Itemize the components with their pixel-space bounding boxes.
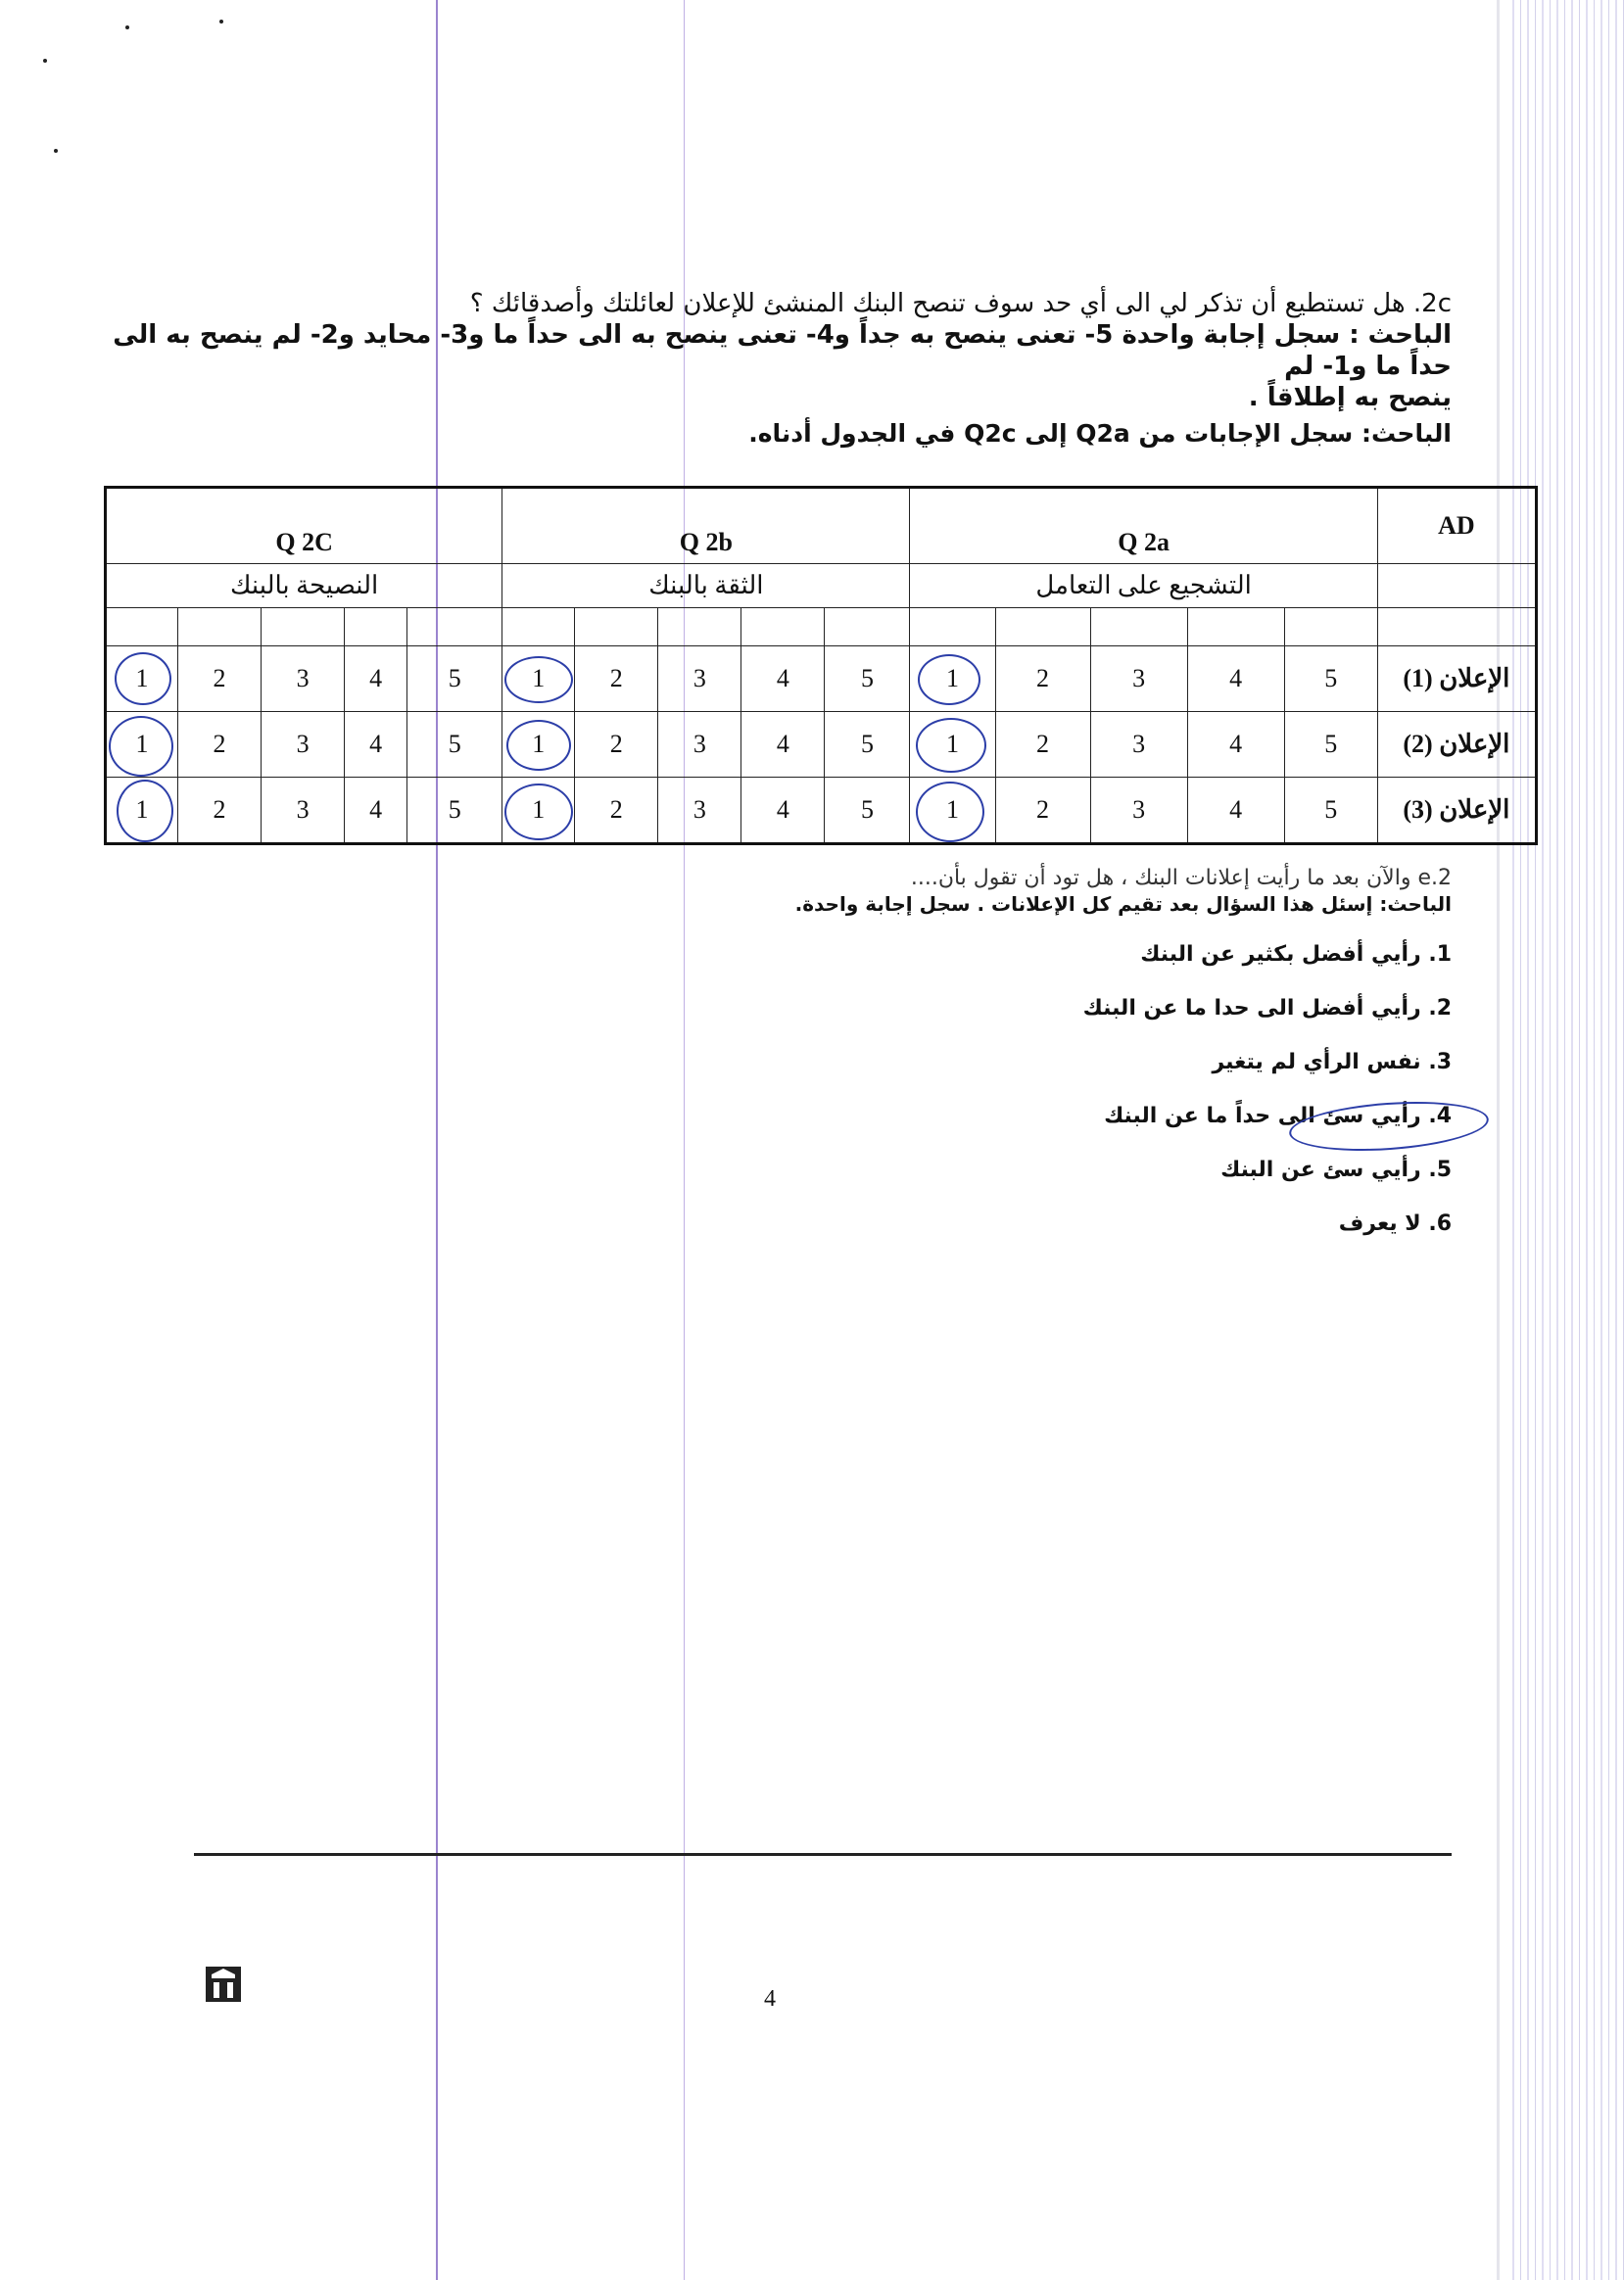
scale-cell[interactable]: 4 — [345, 646, 407, 712]
question-2c-instruction-end: ينصح به إطلاقاً . — [1248, 383, 1452, 412]
scale-cell[interactable]: 4 — [741, 712, 825, 778]
question-2e — [374, 866, 1452, 916]
scale-cell[interactable]: 3 — [658, 712, 741, 778]
scale-cell[interactable]: 4 — [1187, 646, 1284, 712]
scale-cell[interactable]: 3 — [658, 646, 741, 712]
scale-cell[interactable]: 1 — [106, 778, 178, 844]
scale-cell[interactable]: 1 — [502, 646, 575, 712]
ad-header: AD — [1377, 488, 1536, 564]
scale-cell[interactable]: 1 — [502, 778, 575, 844]
scale-cell[interactable]: 5 — [1284, 778, 1377, 844]
ad-row-label: الإعلان (2) — [1377, 712, 1536, 778]
scale-cell[interactable]: 1 — [910, 712, 995, 778]
scan-speck — [54, 149, 58, 153]
question-2c-instruction: الباحث : سجل إجابة واحدة 5- تعنى ينصح به جداً و4- تعنى ينصح به الى حداً ما و3- محايد و2- لم ينصح به الى حداً ما و1- لم — [113, 320, 1452, 381]
scale-cell[interactable]: 3 — [658, 778, 741, 844]
group-label-q2c: النصيحة بالبنك — [106, 564, 502, 608]
answer-option[interactable]: 5. رأيي سئ عن البنك — [1220, 1158, 1452, 1182]
ad-label-blank — [1377, 564, 1536, 608]
page-number: 4 — [764, 1986, 776, 2012]
scale-cell[interactable]: 5 — [407, 712, 502, 778]
scale-cell[interactable]: 3 — [262, 646, 345, 712]
scale-cell[interactable]: 3 — [1090, 646, 1187, 712]
table-instruction: الباحث: سجل الإجابات من Q2a إلى Q2c في الجدول أدناه. — [748, 419, 1452, 448]
group-header-q2b: Q 2b — [502, 488, 910, 564]
scale-cell[interactable]: 5 — [1284, 646, 1377, 712]
scale-cell[interactable]: 2 — [575, 646, 658, 712]
scan-speck — [125, 25, 129, 29]
answer-option[interactable]: 1. رأيي أفضل بكثير عن البنك — [1140, 942, 1452, 967]
scale-cell[interactable]: 3 — [262, 712, 345, 778]
scale-cell[interactable]: 5 — [407, 646, 502, 712]
scale-cell[interactable]: 5 — [825, 778, 910, 844]
scan-speck — [219, 20, 223, 24]
scale-cell[interactable]: 2 — [178, 712, 262, 778]
answer-option[interactable]: 3. نفس الرأي لم يتغير — [1212, 1050, 1452, 1074]
scale-cell[interactable]: 4 — [741, 646, 825, 712]
answer-option[interactable]: 2. رأيي أفضل الى حدا ما عن البنك — [1082, 996, 1452, 1021]
question-2e-instruction: الباحث: إسئل هذا السؤال بعد تقيم كل الإعلانات . سجل إجابة واحدة. — [794, 892, 1452, 916]
scale-cell[interactable]: 1 — [910, 646, 995, 712]
scale-cell[interactable]: 1 — [106, 712, 178, 778]
scale-cell[interactable]: 5 — [825, 646, 910, 712]
group-label-q2b: الثقة بالبنك — [502, 564, 910, 608]
table-row — [106, 712, 1537, 778]
question-2c — [80, 288, 1452, 413]
scale-cell[interactable]: 2 — [178, 646, 262, 712]
scale-cell[interactable]: 3 — [1090, 712, 1187, 778]
scale-cell[interactable]: 1 — [502, 712, 575, 778]
ad-row-label: الإعلان (3) — [1377, 778, 1536, 844]
question-2e-text: 2.e والآن بعد ما رأيت إعلانات البنك ، هل تود أن تقول بأن.... — [910, 866, 1452, 890]
answer-options — [570, 942, 1452, 1265]
answer-option[interactable]: 6. لا يعرف — [1338, 1211, 1452, 1236]
group-label-q2a: التشجيع على التعامل — [910, 564, 1377, 608]
table-row — [106, 778, 1537, 844]
group-header-q2a: Q 2a — [910, 488, 1377, 564]
scale-cell[interactable]: 1 — [910, 778, 995, 844]
group-header-q2c: Q 2C — [106, 488, 502, 564]
scan-edge-shadow — [1497, 0, 1500, 2280]
scale-cell[interactable]: 2 — [995, 646, 1090, 712]
scan-speck — [43, 59, 47, 63]
scale-cell[interactable]: 1 — [106, 646, 178, 712]
scale-cell[interactable]: 2 — [575, 778, 658, 844]
answer-option[interactable]: 4. رأيي سئ الى حداً ما عن البنك — [1104, 1104, 1452, 1128]
scale-cell[interactable]: 4 — [1187, 712, 1284, 778]
scale-cell[interactable]: 4 — [345, 712, 407, 778]
scale-cell[interactable]: 2 — [995, 778, 1090, 844]
scale-cell[interactable]: 4 — [741, 778, 825, 844]
footer-rule — [194, 1853, 1452, 1856]
scale-cell[interactable]: 5 — [825, 712, 910, 778]
question-2c-text: 2c. هل تستطيع أن تذكر لي الى أي حد سوف تنصح البنك المنشئ للإعلان لعائلتك وأصدقائك ؟ — [469, 289, 1452, 318]
scale-cell[interactable]: 2 — [995, 712, 1090, 778]
scale-cell[interactable]: 5 — [407, 778, 502, 844]
scale-cell[interactable]: 4 — [1187, 778, 1284, 844]
response-table — [104, 486, 1538, 845]
ad-row-label: الإعلان (1) — [1377, 646, 1536, 712]
scale-cell[interactable]: 3 — [1090, 778, 1187, 844]
scale-cell[interactable]: 2 — [178, 778, 262, 844]
scale-cell[interactable]: 4 — [345, 778, 407, 844]
scan-edge-lines — [1506, 0, 1624, 2280]
table-row — [106, 646, 1537, 712]
company-logo-icon — [204, 1963, 243, 2006]
scale-cell[interactable]: 5 — [1284, 712, 1377, 778]
scale-cell[interactable]: 3 — [262, 778, 345, 844]
scale-cell[interactable]: 2 — [575, 712, 658, 778]
